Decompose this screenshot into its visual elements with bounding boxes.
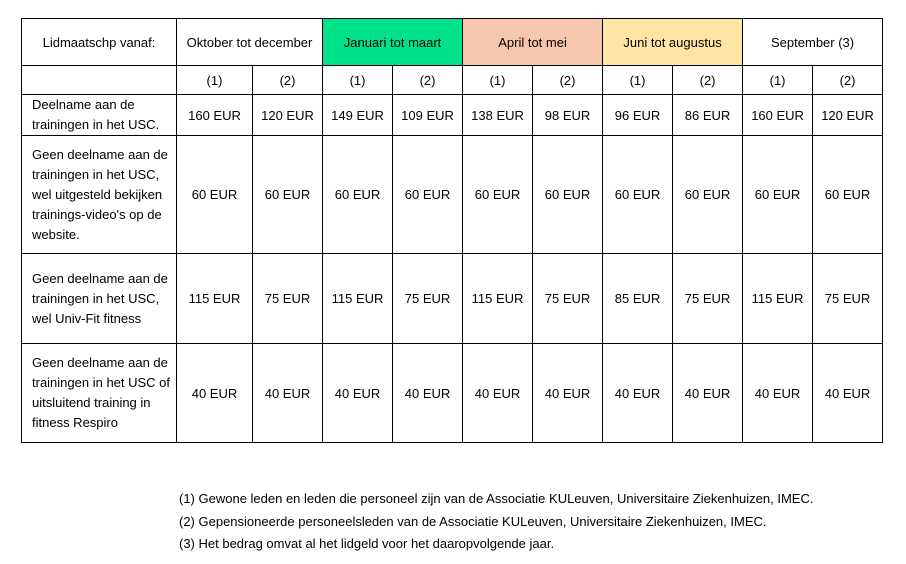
table-row	[22, 344, 883, 443]
price-cell: 60 EUR	[177, 136, 253, 254]
period-header-apr-may: April tot mei	[463, 19, 603, 66]
price-cell: 120 EUR	[253, 95, 323, 136]
category-header: (1)	[323, 66, 393, 95]
price-cell: 75 EUR	[393, 254, 463, 344]
period-header-row	[22, 19, 883, 66]
price-cell: 60 EUR	[813, 136, 883, 254]
price-cell: 115 EUR	[323, 254, 393, 344]
price-cell: 98 EUR	[533, 95, 603, 136]
row-label: Geen deelname aan de trainingen in het USC of uitsluitend training in fitness Respiro	[22, 344, 177, 443]
row-label: Geen deelname aan de trainingen in het USC, wel Univ-Fit fitness	[22, 254, 177, 344]
price-cell: 115 EUR	[177, 254, 253, 344]
price-cell: 138 EUR	[463, 95, 533, 136]
price-cell: 75 EUR	[533, 254, 603, 344]
period-header-oct-dec: Oktober tot december	[177, 19, 323, 66]
price-cell: 40 EUR	[463, 344, 533, 443]
category-header: (2)	[813, 66, 883, 95]
category-header: (2)	[253, 66, 323, 95]
price-cell: 60 EUR	[743, 136, 813, 254]
category-header: (2)	[533, 66, 603, 95]
footnotes	[179, 488, 813, 556]
table-row	[22, 136, 883, 254]
price-cell: 75 EUR	[813, 254, 883, 344]
price-cell: 115 EUR	[743, 254, 813, 344]
category-header: (1)	[743, 66, 813, 95]
footnote-2: (2) Gepensioneerde personeelsleden van de Associatie KULeuven, Universitaire Ziekenhuizen, IMEC.	[179, 513, 767, 529]
period-header-jan-mar: Januari tot maart	[323, 19, 463, 66]
price-cell: 60 EUR	[393, 136, 463, 254]
category-header: (1)	[463, 66, 533, 95]
price-cell: 40 EUR	[603, 344, 673, 443]
price-cell: 60 EUR	[323, 136, 393, 254]
price-cell: 60 EUR	[463, 136, 533, 254]
price-cell: 40 EUR	[253, 344, 323, 443]
price-cell: 160 EUR	[177, 95, 253, 136]
price-cell: 60 EUR	[603, 136, 673, 254]
footnote-1: (1) Gewone leden en leden die personeel zijn van de Associatie KULeuven, Universitaire Ziekenhuizen, IMEC.	[179, 491, 814, 506]
price-cell: 40 EUR	[533, 344, 603, 443]
price-cell: 115 EUR	[463, 254, 533, 344]
price-cell: 40 EUR	[323, 344, 393, 443]
table-row	[22, 95, 883, 136]
price-cell: 85 EUR	[603, 254, 673, 344]
price-cell: 60 EUR	[253, 136, 323, 254]
membership-fee-table	[21, 18, 883, 443]
category-header-row	[22, 66, 883, 95]
price-cell: 96 EUR	[603, 95, 673, 136]
price-cell: 86 EUR	[673, 95, 743, 136]
price-cell: 120 EUR	[813, 95, 883, 136]
price-cell: 40 EUR	[393, 344, 463, 443]
price-cell: 75 EUR	[673, 254, 743, 344]
category-header: (2)	[673, 66, 743, 95]
category-header: (2)	[393, 66, 463, 95]
price-cell: 40 EUR	[743, 344, 813, 443]
price-cell: 109 EUR	[393, 95, 463, 136]
category-header: (1)	[177, 66, 253, 95]
price-cell: 160 EUR	[743, 95, 813, 136]
table-row	[22, 254, 883, 344]
period-header-jun-aug: Juni tot augustus	[603, 19, 743, 66]
price-cell: 40 EUR	[813, 344, 883, 443]
price-cell: 75 EUR	[253, 254, 323, 344]
price-cell: 60 EUR	[533, 136, 603, 254]
empty-cell	[22, 66, 177, 95]
footnote-3: (3) Het bedrag omvat al het lidgeld voor het daaropvolgende jaar.	[179, 536, 555, 551]
category-header: (1)	[603, 66, 673, 95]
price-cell: 40 EUR	[673, 344, 743, 443]
price-cell: 149 EUR	[323, 95, 393, 136]
row-label: Deelname aan de trainingen in het USC.	[22, 95, 177, 136]
row-label: Geen deelname aan de trainingen in het USC, wel uitgesteld bekijken trainings-video's op de website.	[22, 136, 177, 254]
period-header-september: September (3)	[743, 19, 883, 66]
membership-from-label: Lidmaatschp vanaf:	[22, 19, 177, 66]
price-cell: 40 EUR	[177, 344, 253, 443]
price-cell: 60 EUR	[673, 136, 743, 254]
